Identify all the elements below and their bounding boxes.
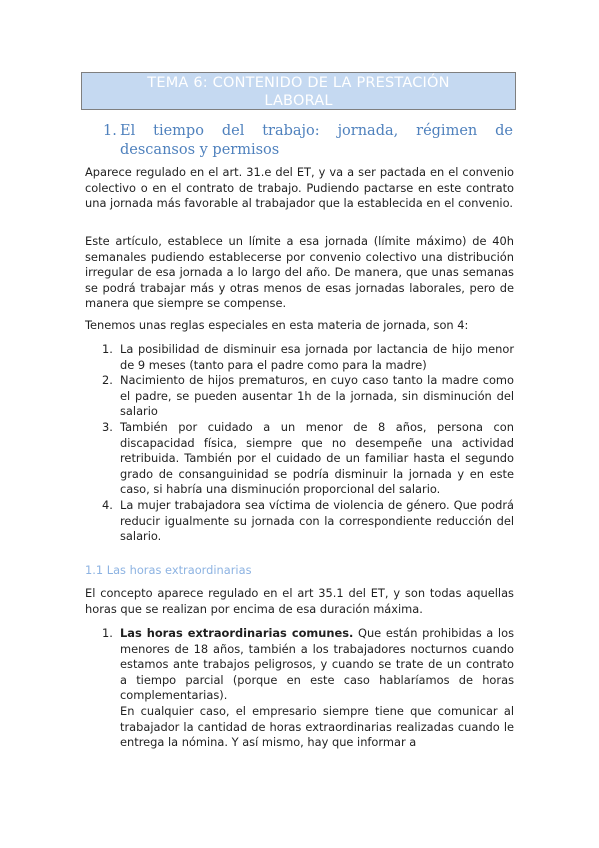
paragraph-3-text: Tenemos unas reglas especiales en esta materia de jornada, son 4: <box>85 318 469 332</box>
list-item <box>85 626 514 751</box>
paragraph-4-text: El concepto aparece regulado en el art 35.1 del ET, y son todas aquellas horas que se realizan por encima de esa duración máxima. <box>85 586 514 616</box>
title-box <box>81 72 516 110</box>
title-line-1: TEMA 6: CONTENIDO DE LA PRESTACIÓN <box>147 75 450 91</box>
list-item <box>85 342 514 373</box>
title-line-2: LABORAL <box>264 93 333 109</box>
list-number: 3. <box>102 419 113 434</box>
subsection-heading: 1.1 Las horas extraordinarias <box>85 563 252 577</box>
paragraph-3 <box>85 318 514 334</box>
heading-line-1: El tiempo del trabajo: jornada, régimen de <box>120 123 513 139</box>
paragraph-4 <box>85 586 514 617</box>
list-number: 2. <box>102 373 113 388</box>
paragraph-2-text: Este artículo, establece un límite a esa jornada (límite máximo) de 40h semanales pudiendo establecerse por convenio colectivo una distribución irregular de esa jornada a lo largo del año. De manera, que unas semanas se podrá trabajar más y otras menos de esas jornadas laborales, pero de manera que siempre se compense. <box>85 234 514 311</box>
list-item-text: La posibilidad de disminuir esa jornada por lactancia de hijo menor de 9 meses (tanto para el padre como para la madre) <box>120 342 514 372</box>
paragraph-1-text: Aparece regulado en el art. 31.e del ET, y va a ser pactada en el convenio colectivo o en el contrato de trabajo. Pudiendo pactarse en este contrato una jornada más favorable al trabajador que la establecida en el convenio. <box>85 165 514 211</box>
list-number: 1. <box>102 626 113 640</box>
list-item-text: También por cuidado a un menor de 8 años, persona con discapacidad física, siempre que no desempeñe una actividad retribuida. También por el cuidado de un familiar hasta el segundo grado de consanguinidad se podría disminuir la jornada y en este caso, si habría una disminución proporcional del salario. <box>120 419 514 497</box>
heading-text <box>120 122 513 160</box>
list-number: 4. <box>102 497 113 512</box>
extra-continuation: En cualquier caso, el empresario siempre tiene que comunicar al trabajador la cantidad de horas extraordinarias realizadas cuando le entrega la nómina. Y así mismo, hay que informar a <box>120 703 514 750</box>
list-item-text: Nacimiento de hijos prematuros, en cuyo caso tanto la madre como el padre, se pueden ausentar 1h de la jornada, sin disminución del salario <box>120 373 514 419</box>
extra-bold-term: Las horas extraordinarias comunes. <box>120 626 354 640</box>
heading-number: 1. <box>103 123 117 139</box>
list-item <box>85 498 514 545</box>
list-item <box>85 373 514 420</box>
extra-hours-list <box>85 626 514 751</box>
heading-line-2: descansos y permisos <box>120 142 280 158</box>
extra-text: Que están prohibidas a los menores de 18 años, también a los trabajadores nocturnos cuando estamos ante trabajos peligrosos, y cuando se trate de un contrato a tiempo parcial (porque en este caso hablaríamos de horas complementarias). <box>120 626 514 703</box>
section-heading <box>103 122 513 160</box>
list-number: 1. <box>102 342 113 356</box>
rules-list <box>85 342 514 545</box>
paragraph-2 <box>85 234 514 312</box>
paragraph-1 <box>85 165 514 212</box>
list-item-text: La mujer trabajadora sea víctima de violencia de género. Que podrá reducir igualmente su jornada con la correspondiente reducción del salario. <box>120 497 514 544</box>
list-item <box>85 420 514 498</box>
